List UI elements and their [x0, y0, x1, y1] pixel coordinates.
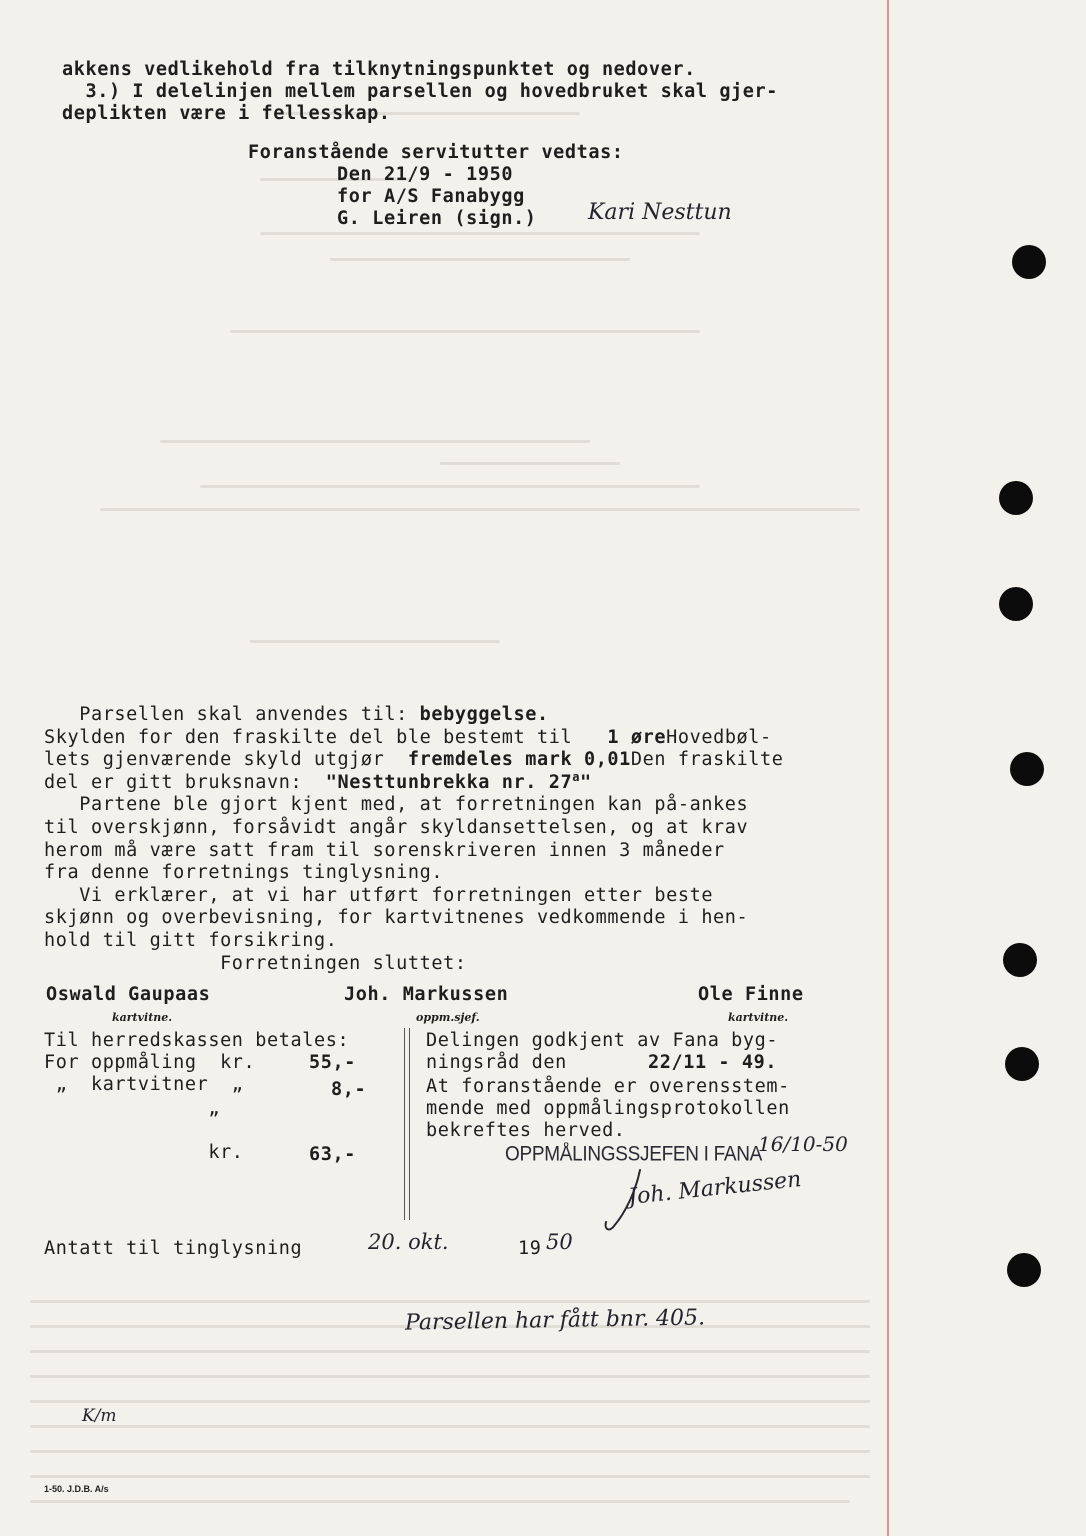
registration-label: Antatt til tinglysning — [44, 1238, 303, 1259]
body-line-4-b2: " — [580, 771, 592, 793]
servitutt-signed: G. Leiren (sign.) — [337, 208, 537, 229]
fee-label-4: kr. — [44, 1142, 244, 1163]
top-line-2: 3.) I delelinjen mellem parsellen og hovedbruket skal gjer- — [62, 81, 779, 102]
approval-date: 22/11 - 49. — [648, 1052, 778, 1073]
body-line-3-b1: fremdeles mark 0,01 — [407, 749, 631, 771]
signatory-name-1: Oswald Gaupaas — [46, 984, 211, 1005]
body-line-2 — [44, 726, 772, 749]
fee-label-3: „ — [44, 1098, 221, 1119]
body-line-6 — [44, 816, 748, 839]
body-line-4-b1: "Nesttunbrekka nr. 27 — [325, 771, 573, 793]
body-line-6-t1: til overskjønn, forsåvidt angår skyldansettelsen, og at krav — [44, 817, 749, 838]
binder-hole-2 — [999, 481, 1033, 515]
signatory-role-1: kartvitne. — [112, 1011, 173, 1024]
official-stamp: OPPMÅLINGSSJEFEN I FANA — [505, 1142, 763, 1166]
fee-amount-1: 55,- — [309, 1052, 356, 1073]
approval-line-4: mende med oppmålingsprotokollen — [426, 1098, 790, 1119]
binder-hole-5 — [1003, 943, 1037, 977]
approval-handwritten-signature: Joh. Markussen — [627, 1166, 803, 1211]
margin-rule — [887, 0, 889, 1536]
body-line-4-t1: del er gitt bruksnavn: — [44, 771, 326, 793]
body-line-9-t1: Vi erklærer, at vi har utført forretningen etter beste — [44, 884, 714, 906]
body-line-9 — [44, 884, 713, 907]
body-line-1-t1: Parsellen skal anvendes til: — [44, 704, 420, 725]
body-line-2-b1: 1 øre — [607, 726, 667, 748]
column-divider-right — [409, 1028, 410, 1220]
body-line-4-sup: a — [572, 769, 581, 784]
body-line-5-t1: Partene ble gjort kjent med, at forretningen kan på-ankes — [44, 794, 749, 816]
binder-hole-1 — [1012, 245, 1046, 279]
binder-hole-4 — [1010, 752, 1044, 786]
servitutt-date: Den 21/9 - 1950 — [337, 164, 514, 185]
body-line-7 — [44, 839, 725, 862]
fee-amount-2: 8,- — [331, 1079, 367, 1100]
body-line-1 — [44, 703, 549, 726]
column-divider-left — [404, 1028, 405, 1220]
body-line-3-t2: Den fraskilte — [630, 749, 784, 771]
registration-handwritten-date: 20. okt. — [368, 1230, 449, 1254]
body-line-8 — [44, 861, 443, 884]
body-line-8-t1: fra denne forretnings tinglysning. — [44, 862, 444, 884]
initials: K/m — [82, 1406, 117, 1426]
fee-label-1: For oppmåling kr. — [44, 1052, 256, 1073]
approval-line-1: Delingen godkjent av Fana byg- — [426, 1030, 779, 1051]
servitutt-heading: Foranstående servitutter vedtas: — [248, 142, 624, 163]
body-line-11 — [44, 929, 337, 952]
signatory-role-2: oppm.sjef. — [416, 1011, 480, 1024]
body-line-12-t1: Forretningen sluttet: — [44, 952, 467, 974]
body-line-2-t2: Hovedbøl- — [666, 726, 772, 748]
binder-hole-7 — [1007, 1253, 1041, 1287]
approval-line-2: ningsråd den — [426, 1052, 591, 1073]
body-line-12 — [44, 952, 467, 975]
stamp-handwritten-date: 16/10-50 — [758, 1132, 848, 1156]
approval-signature-stroke — [600, 1160, 660, 1240]
body-line-1-b1: bebyggelse. — [419, 704, 549, 725]
registration-year-prefix: 19 — [518, 1238, 542, 1259]
body-line-3-t1: lets gjenværende skyld utgjør — [44, 749, 408, 771]
fee-amount-4: 63,- — [309, 1144, 356, 1165]
body-line-4 — [44, 771, 592, 794]
footer-code: 1-50. J.D.B. A/s — [44, 1484, 109, 1494]
servitutt-handwritten-name: Kari Nesttun — [588, 200, 732, 225]
body-line-3 — [44, 748, 784, 771]
handwritten-note: Parsellen har fått bnr. 405. — [404, 1305, 706, 1336]
body-line-11-t1: hold til gitt forsikring. — [44, 930, 338, 951]
top-line-3: deplikten være i fellesskap. — [62, 103, 391, 124]
top-line-1: akkens vedlikehold fra tilknytningspunktet og nedover. — [62, 59, 696, 80]
fee-label-2: „ kartvitner „ — [44, 1074, 244, 1095]
registration-year-suffix: 50 — [546, 1230, 573, 1254]
servitutt-company: for A/S Fanabygg — [337, 186, 525, 207]
body-line-7-t1: herom må være satt fram til sorenskriveren innen 3 måneder — [44, 839, 725, 861]
body-line-10 — [44, 906, 748, 929]
body-line-10-t1: skjønn og overbevisning, for kartvitnenes vedkommende i hen- — [44, 907, 749, 929]
signatory-role-3: kartvitne. — [728, 1011, 789, 1024]
body-line-5 — [44, 793, 748, 816]
signatory-name-2: Joh. Markussen — [344, 984, 509, 1005]
approval-line-5: bekreftes herved. — [426, 1120, 626, 1141]
approval-line-3: At foranstående er overensstem- — [426, 1076, 790, 1097]
signatory-name-3: Ole Finne — [698, 984, 804, 1005]
binder-hole-3 — [999, 587, 1033, 621]
body-line-2-t1: Skylden for den fraskilte del ble bestemt til — [44, 726, 608, 748]
fees-heading: Til herredskassen betales: — [44, 1030, 350, 1051]
binder-hole-6 — [1005, 1047, 1039, 1081]
